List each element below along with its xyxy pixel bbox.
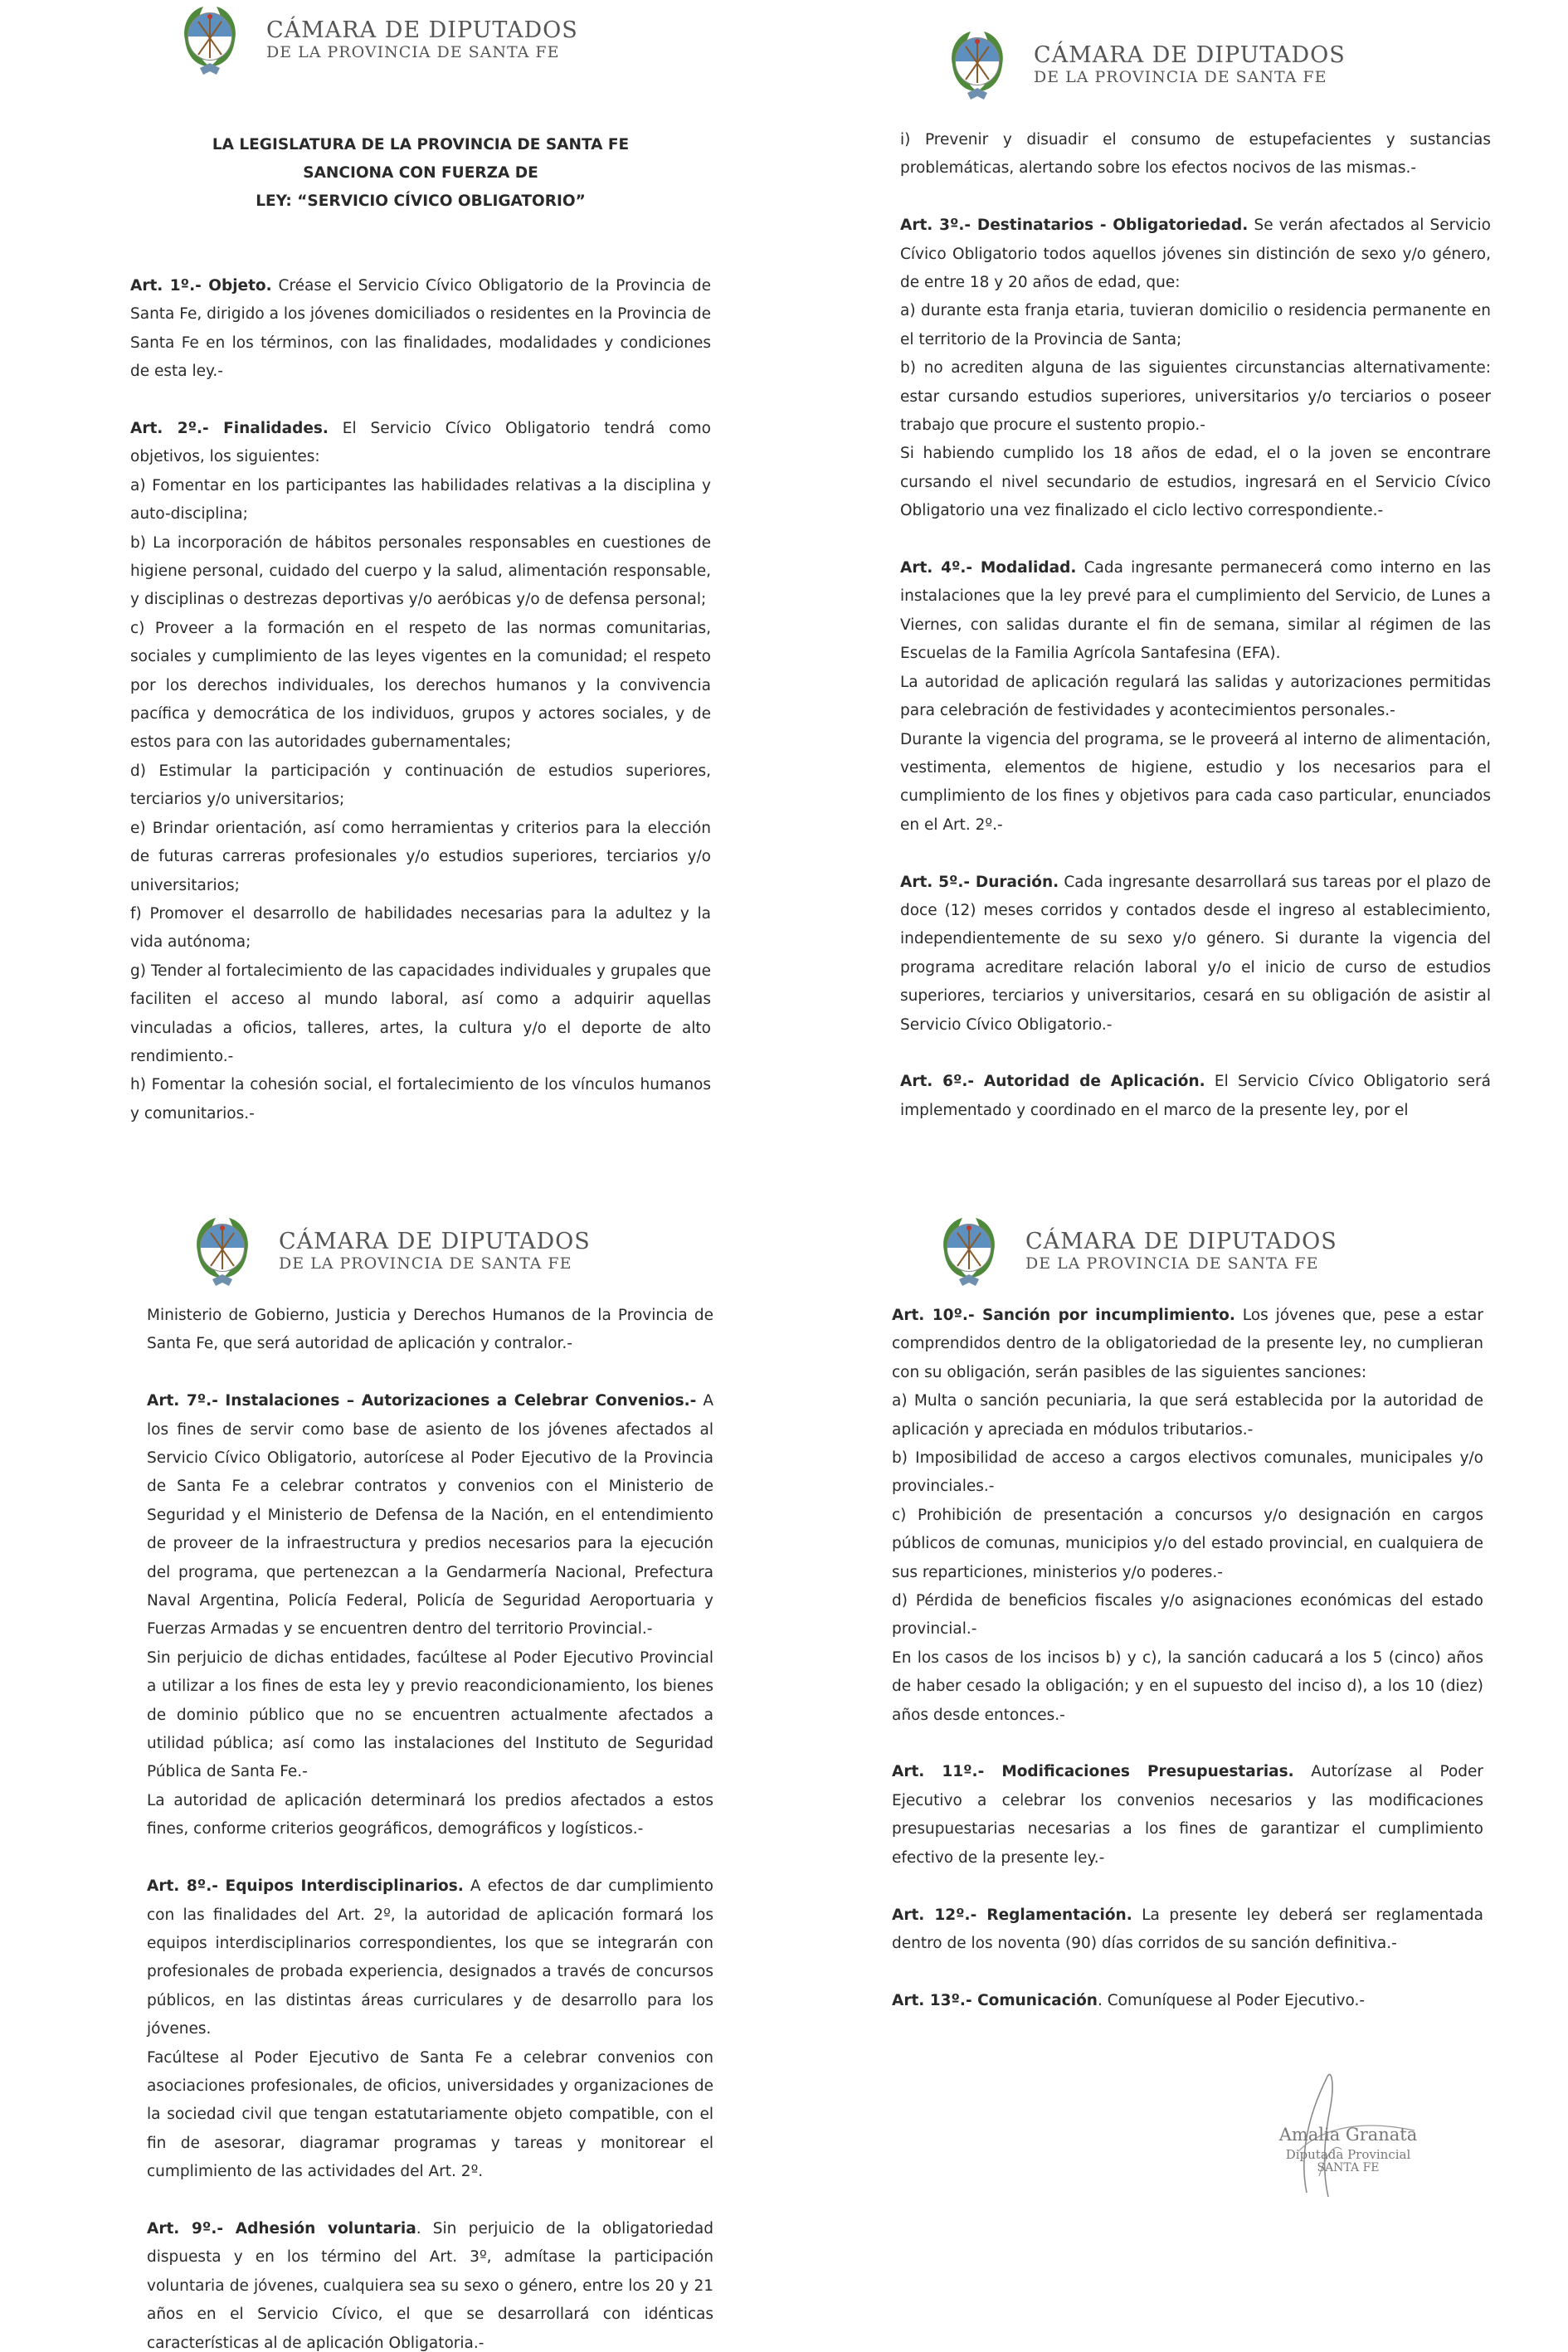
page-3-body [147,1302,713,2352]
law-title: LA LEGISLATURA DE LA PROVINCIA DE SANTA FE SANCIONA CON FUERZA DE LEY: “SERVICIO CÍVICO OBLIGATORIO” [212,136,630,210]
letterhead-subtitle: DE LA PROVINCIA DE SANTA FE [266,43,560,61]
provincial-seal-icon [929,1211,1009,1291]
article-4: Art. 4º.- Modalidad. Cada ingresante permanecerá como interno en las instalaciones que la ley prevé para el cumplimiento del Servicio, de Lunes a Viernes, con salidas durante el fin de semana, similar al régimen de las Escuelas de la Familia Agrícola Santafesina (EFA). [900,559,1491,663]
article-3-item-a: a) durante esta franja etaria, tuvieran domicilio o residencia permanente en el territorio de la Provincia de Santa; [900,302,1491,348]
article-2-item-d: d) Estimular la participación y continuación de estudios superiores, terciarios y/o universitarios; [130,762,711,809]
article-7: Art. 7º.- Instalaciones – Autorizaciones a Celebrar Convenios.- A los fines de servir como base de asiento de los jóvenes afectados al Servicio Cívico Obligatorio, autorícese al Poder Ejecutivo de la Provincia de Santa Fe a celebrar contratos y convenios con el Ministerio de Seguridad y el Ministerio de Defensa de la Nación, en el entendimiento de proveer de la infraestructura y predios necesarios para la ejecución del programa, que pertenezcan a la Gendarmería Nacional, Prefectura Naval Argentina, Policía Federal, Policía de Seguridad Aeroportuaria y Fuerzas Armadas y se encuentren dentro del territorio Provincial.- [147,1392,713,1639]
article-3: Art. 3º.- Destinatarios - Obligatoriedad. Se verán afectados al Servicio Cívico Obligatorio todos aquellos jóvenes sin distinción de sexo y/o género, de entre 18 y 20 años de edad, que: [900,217,1491,292]
signature-place: SANTA FE [1317,2161,1380,2174]
letterhead [170,0,578,80]
document-page-1 [0,0,784,1176]
document-page-3 [0,1176,784,2352]
article-1: Art. 1º.- Objeto. Créase el Servicio Cívico Obligatorio de la Provincia de Santa Fe, dirigido a los jóvenes domiciliados o residentes en la Provincia de Santa Fe en los términos, con las finalidades, modalidades y condiciones de esta ley.- [130,277,711,381]
page-4-body [892,1302,1483,2015]
article-2-item-e: e) Brindar orientación, así como herramientas y criterios para la elección de futuras carreras profesionales y/o estudios superiores, terciarios y/o universitarios; [130,819,711,894]
article-10-paragraph: En los casos de los incisos b) y c), la sanción caducará a los 5 (cinco) años de haber cesado la obligación; y en el supuesto del inciso d), a los 10 (diez) años desde entonces.- [892,1648,1483,1724]
article-11: Art. 11º.- Modificaciones Presupuestarias. Autorízase al Poder Ejecutivo a celebrar los convenios necesarios y las modificaciones presupuestarias necesarias a los fines de garantizar el cumplimiento efectivo de la presente ley.- [892,1763,1483,1867]
article-3-paragraph: Si habiendo cumplido los 18 años de edad, el o la joven se encontrare cursando el nivel secundario de estudios, ingresará en el Servicio Cívico Obligatorio una vez finalizado el ciclo lectivo correspondiente.- [900,445,1491,520]
article-2-item-a: a) Fomentar en los participantes las habilidades relativas a la disciplina y auto-disciplina; [130,476,711,523]
article-12: Art. 12º.- Reglamentación. La presente ley deberá ser reglamentada dentro de los noventa (90) días corridos de su sanción definitiva.- [892,1906,1483,1952]
letterhead-subtitle: DE LA PROVINCIA DE SANTA FE [279,1254,572,1273]
letterhead [937,25,1346,105]
article-9: Art. 9º.- Adhesión voluntaria. Sin perjuicio de la obligatoriedad dispuesta y en los término del Art. 3º, admítase la participación voluntaria de jóvenes, cualquiera sea su sexo o género, entre los 20 y 21 años en el Servicio Cívico, el que se desarrollará con idénticas características al de aplicación Obligatoria.- [147,2219,713,2352]
article-10-item-d: d) Pérdida de beneficios fiscales y/o asignaciones económicas del estado provincial.- [892,1592,1483,1639]
document-page-2 [784,0,1568,1176]
article-3-item-b: b) no acrediten alguna de las siguientes circunstancias alternativamente: estar cursando estudios superiores, universitarios y/o terciarios o poseer trabajo que procure el sustento propio.- [900,359,1491,435]
letterhead-title: CÁMARA DE DIPUTADOS [1034,42,1346,68]
provincial-seal-icon [170,0,250,80]
signature-role: Diputada Provincial [1285,2147,1411,2162]
article-2: Art. 2º.- Finalidades. El Servicio Cívico Obligatorio tendrá como objetivos, los siguientes: [130,420,712,466]
article-8: Art. 8º.- Equipos Interdisciplinarios. A efectos de dar cumplimiento con las finalidades del Art. 2º, la autoridad de aplicación formará los equipos interdisciplinarios correspondientes, los que se integrarán con profesionales de probada experiencia, designados a través de concursos públicos, en las distintas áreas curriculares y de desarrollo para los jóvenes. [147,1877,713,2038]
provincial-seal-icon [937,25,1017,105]
letterhead-subtitle: DE LA PROVINCIA DE SANTA FE [1034,68,1327,86]
letterhead-subtitle: DE LA PROVINCIA DE SANTA FE [1025,1254,1319,1273]
article-6-continuation: Ministerio de Gobierno, Justicia y Derechos Humanos de la Provincia de Santa Fe, que será autoridad de aplicación y contralor.- [147,1307,713,1353]
letterhead-title: CÁMARA DE DIPUTADOS [279,1229,591,1254]
article-7-paragraph-3: La autoridad de aplicación determinará los predios afectados a estos fines, conforme criterios geográficos, demográficos y logísticos.- [147,1791,713,1838]
article-2-item-i: i) Prevenir y disuadir el consumo de estupefacientes y sustancias problemáticas, alertando sobre los efectos nocivos de las mismas.- [900,131,1491,178]
article-6: Art. 6º.- Autoridad de Aplicación. El Servicio Cívico Obligatorio será implementado y coordinado en el marco de la presente ley, por el [900,1073,1491,1119]
article-10: Art. 10º.- Sanción por incumplimiento. Los jóvenes que, pese a estar comprendidos dentro de la obligatoriedad de la presente ley, no cumplieran con su obligación, serán pasibles de las siguientes sanciones: [892,1307,1483,1381]
signature [1249,2052,1448,2209]
article-4-paragraph-3: Durante la vigencia del programa, se le proveerá al interno de alimentación, vestimenta, elementos de higiene, estudio y los necesarios para el cumplimiento de los fines y objetivos para cada caso particular, enunciados en el Art. 2º.- [900,730,1491,834]
article-10-item-b: b) Imposibilidad de acceso a cargos electivos comunales, municipales y/o provinciales.- [892,1449,1483,1496]
article-2-item-c: c) Proveer a la formación en el respeto de las normas comunitarias, sociales y cumplimiento de las leyes vigentes en la comunidad; el respeto por los derechos individuales, los derechos humanos y la convivencia pacífica y democrática de los individuos, grupos y actores sociales, y de estos para con las autoridades gubernamentales; [130,619,711,752]
article-2-item-f: f) Promover el desarrollo de habilidades necesarias para la adultez y la vida autónoma; [130,904,711,952]
article-7-paragraph-2: Sin perjuicio de dichas entidades, facúltese al Poder Ejecutivo Provincial a utilizar a los fines de esta ley y previo reacondicionamiento, los bienes de dominio público que no se encuentren actualmente afectados a utilidad pública; así como las instalaciones del Instituto de Seguridad Pública de Santa Fe.- [147,1648,713,1781]
article-2-item-b: b) La incorporación de hábitos personales responsables en cuestiones de higiene personal, cuidado del cuerpo y la salud, alimentación responsable, y disciplinas o destrezas deportivas y/o aeróbicas y/o de defensa personal; [130,533,711,609]
signature-name: Amalia Granata [1278,2125,1418,2145]
article-13: Art. 13º.- Comunicación. Comuníquese al Poder Ejecutivo.- [892,1991,1366,2009]
letterhead [183,1211,591,1291]
page-2-body [900,126,1491,1125]
page-1-body [130,131,711,1128]
article-2-item-g: g) Tender al fortalecimiento de las capacidades individuales y grupales que faciliten el acceso al mundo laboral, así como a adquirir aquellas vinculadas a oficios, talleres, artes, la cultura y/o el deporte de alto rendimiento.- [130,962,711,1065]
article-8-paragraph-2: Facúltese al Poder Ejecutivo de Santa Fe a celebrar convenios con asociaciones profesionales, de oficios, universidades y organizaciones de la sociedad civil que tengan estatutariamente objeto compatible, con el fin de asesorar, diagramar programas y tareas y monitorear el cumplimiento de las actividades del Art. 2º. [147,2048,713,2181]
article-10-item-c: c) Prohibición de presentación a concursos y/o designación en cargos públicos de comunas, municipios y/o del estado provincial, en cualquiera de sus reparticiones, ministerios y/o poderes.- [892,1506,1483,1581]
article-5: Art. 5º.- Duración. Cada ingresante desarrollará sus tareas por el plazo de doce (12) meses corridos y contados desde el ingreso al establecimiento, independientemente de su sexo y/o género. Si durante la vigencia del programa acreditare relación laboral y/o el inicio de curso de estudios superiores, terciarios y universitarios, cesará en su obligación de asistir al Servicio Cívico Obligatorio.- [900,873,1491,1034]
provincial-seal-icon [183,1211,262,1291]
letterhead-title: CÁMARA DE DIPUTADOS [1025,1229,1337,1254]
article-2-item-h: h) Fomentar la cohesión social, el fortalecimiento de los vínculos humanos y comunitarios.- [130,1076,711,1122]
letterhead [929,1211,1337,1291]
article-4-paragraph-2: La autoridad de aplicación regulará las salidas y autorizaciones permitidas para celebración de festividades y acontecimientos personales.- [900,673,1491,720]
article-10-item-a: a) Multa o sanción pecuniaria, la que será establecida por la autoridad de aplicación y apreciada en módulos tributarios.- [892,1392,1483,1439]
document-page-4 [784,1176,1568,2352]
letterhead-title: CÁMARA DE DIPUTADOS [266,17,578,43]
